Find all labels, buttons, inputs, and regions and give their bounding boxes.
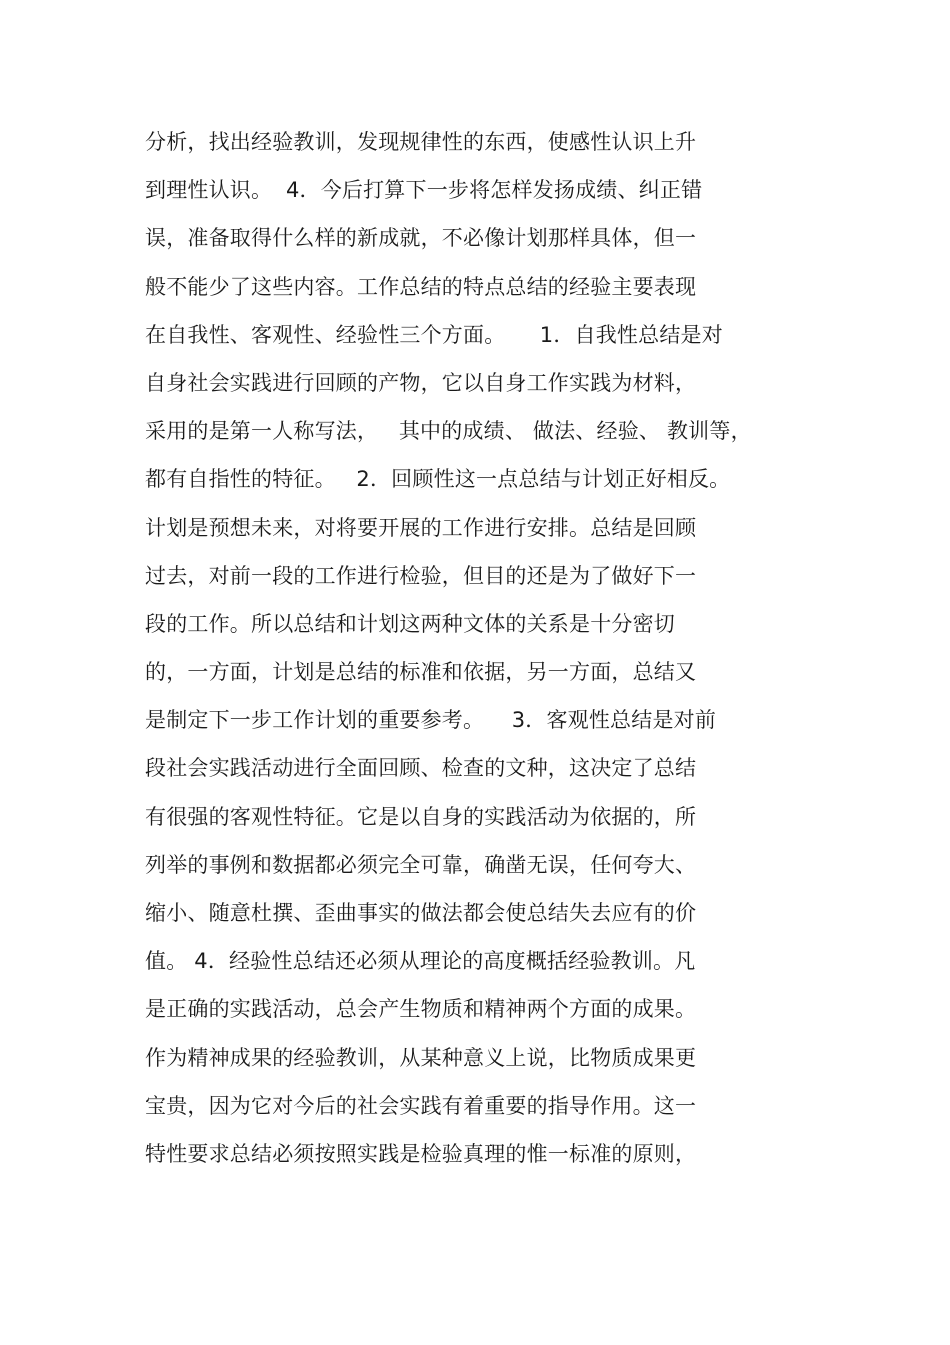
text-line-20: 作为精神成果的经验教训，从某种意义上说，比物质成果更 [145,1045,697,1070]
text-line-22: 特性要求总结必须按照实践是检验真理的惟一标准的原则， [145,1141,697,1166]
text-line-19: 是正确的实践活动，总会产生物质和精神两个方面的成果。 [145,997,697,1022]
text-line-3: 误，准备取得什么样的新成就，不必像计划那样具体，但一 [145,226,697,251]
text-line-17: 缩小、随意杜撰、歪曲事实的做法都会使总结失去应有的价 [145,901,697,925]
text-line-13: 是制定下一步工作计划的重要参考。 3．客观性总结是对前 [145,708,717,733]
text-line-10: 过去，对前一段的工作进行检验，但目的还是为了做好下一 [145,563,697,588]
text-line-14: 段社会实践活动进行全面回顾、检查的文种，这决定了总结 [145,756,697,781]
text-line-21: 宝贵，因为它对今后的社会实践有着重要的指导作用。这一 [145,1093,697,1118]
text-line-2: 到理性认识。 4．今后打算下一步将怎样发扬成绩、纠正错 [145,178,703,203]
text-line-5: 在自我性、客观性、经验性三个方面。 1．自我性总结是对 [145,322,723,347]
text-line-6: 自身社会实践进行回顾的产物，它以自身工作实践为材料， [145,370,697,395]
text-line-11: 段的工作。所以总结和计划这两种文体的关系是十分密切 [145,611,675,636]
text-line-15: 有很强的客观性特征。它是以自身的实践活动为依据的，所 [145,804,697,829]
text-line-4: 般不能少了这些内容。工作总结的特点总结的经验主要表现 [145,274,697,299]
text-line-8: 都有自指性的特征。 2．回顾性这一点总结与计划正好相反。 [145,467,731,492]
text-line-12: 的，一方面，计划是总结的标准和依据，另一方面，总结又 [145,660,697,685]
text-line-16: 列举的事例和数据都必须完全可靠，确凿无误，任何夸大、 [145,852,697,877]
body-text [145,124,825,1184]
text-line-9: 计划是预想未来，对将要开展的工作进行安排。总结是回顾 [145,515,697,540]
text-line-7: 采用的是第一人称写法， 其中的成绩、 做法、经验、 教训等， [145,419,752,444]
text-line-1: 分析，找出经验教训，发现规律性的东西，使感性认识上升 [145,130,697,154]
text-line-18: 值。 4．经验性总结还必须从理论的高度概括经验教训。凡 [145,949,696,974]
